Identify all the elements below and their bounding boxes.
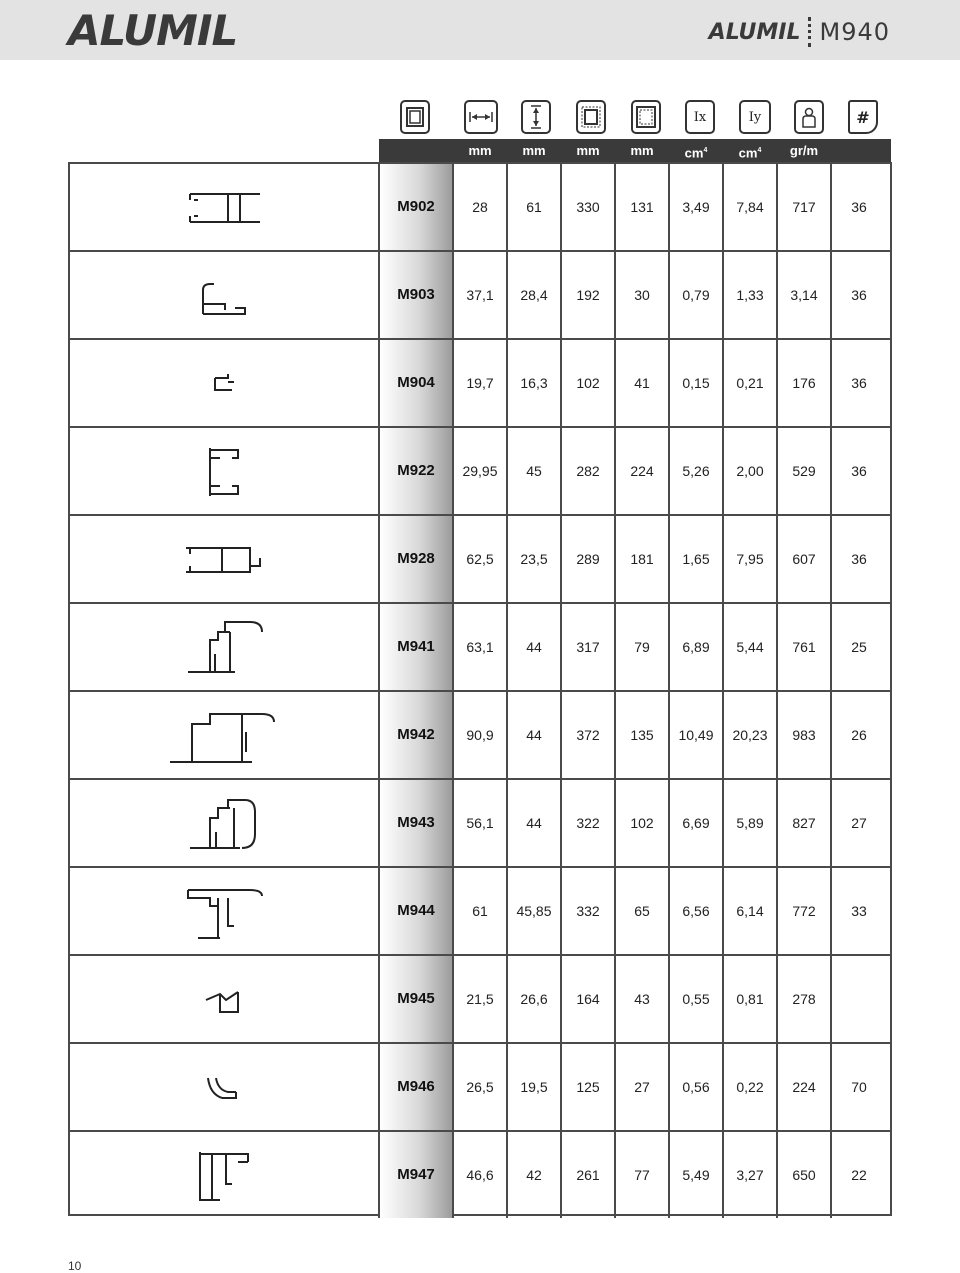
table-cell: 62,5: [454, 516, 508, 602]
table-cell: 26,5: [454, 1044, 508, 1130]
profile-code: M928: [380, 516, 454, 602]
table-cell: 26,6: [508, 956, 562, 1042]
unit-label: mm: [576, 143, 600, 158]
brand-separator: [808, 17, 811, 47]
table-cell: 70: [851, 1079, 867, 1095]
profile-table: [68, 162, 892, 1216]
table-row: [70, 428, 890, 516]
table-cell: 65: [616, 868, 670, 954]
table-cell: 42: [508, 1132, 562, 1218]
profile-drawing: [70, 692, 380, 778]
table-cell: 3,14: [778, 252, 832, 338]
table-cell: 29,95: [454, 428, 508, 514]
hash-icon: [848, 100, 878, 134]
table-cell: 79: [616, 604, 670, 690]
unit-label: mm: [522, 143, 546, 158]
table-cell: 36: [851, 375, 867, 391]
table-cell: 61: [508, 164, 562, 250]
series-name: M940: [819, 18, 890, 46]
table-cell: 102: [562, 340, 616, 426]
table-cell: 36: [851, 287, 867, 303]
table-cell: 5,26: [670, 428, 724, 514]
table-row: [70, 1132, 890, 1216]
table-cell: 46,6: [454, 1132, 508, 1218]
brand-logo-left: ALUMIL: [68, 6, 238, 55]
table-cell: 5,89: [724, 780, 778, 866]
inertia-y-label: Iy: [748, 109, 762, 125]
profile-code: M941: [380, 604, 454, 690]
table-cell: 181: [616, 516, 670, 602]
inertia-y-icon: [739, 100, 771, 134]
table-cell: 176: [778, 340, 832, 426]
weight-icon: [794, 100, 824, 134]
table-cell: 135: [616, 692, 670, 778]
table-cell: 2,00: [724, 428, 778, 514]
table-cell: 0,56: [670, 1044, 724, 1130]
table-cell: 36: [851, 463, 867, 479]
table-cell: 761: [778, 604, 832, 690]
table-cell: 827: [778, 780, 832, 866]
profile-drawing: [70, 956, 380, 1042]
table-cell: 20,23: [724, 692, 778, 778]
unit-label: gr/m: [789, 143, 819, 158]
table-row: [70, 252, 890, 340]
table-cell: 19,5: [508, 1044, 562, 1130]
profile-code: M944: [380, 868, 454, 954]
table-cell: 44: [508, 780, 562, 866]
table-cell: 6,69: [670, 780, 724, 866]
profile-drawing: [70, 868, 380, 954]
table-cell: 772: [778, 868, 832, 954]
inertia-x-icon: [685, 100, 715, 134]
table-cell: 3,27: [724, 1132, 778, 1218]
profile-code: M946: [380, 1044, 454, 1130]
table-cell: 125: [562, 1044, 616, 1130]
profile-code: M945: [380, 956, 454, 1042]
table-cell: 36: [851, 199, 867, 215]
table-cell: 25: [851, 639, 867, 655]
brand-logo-right: [709, 17, 890, 47]
profile-drawing: [70, 340, 380, 426]
table-row: [70, 516, 890, 604]
profile-code: M943: [380, 780, 454, 866]
units-bar: [379, 139, 891, 163]
profile-drawing: [70, 780, 380, 866]
outer-perimeter-icon: [576, 100, 606, 134]
table-cell: 27: [851, 815, 867, 831]
profile-drawing: [70, 604, 380, 690]
table-cell: 61: [454, 868, 508, 954]
table-cell: 41: [616, 340, 670, 426]
table-cell: 332: [562, 868, 616, 954]
table-cell: 0,79: [670, 252, 724, 338]
table-row: [70, 340, 890, 428]
brand-name: ALUMIL: [708, 19, 801, 45]
table-cell: 28,4: [508, 252, 562, 338]
table-row: [70, 780, 890, 868]
inner-perimeter-icon: [631, 100, 661, 134]
table-row: [70, 692, 890, 780]
unit-label: $cm^4$: [738, 145, 762, 161]
table-cell: 289: [562, 516, 616, 602]
height-arrow-icon: [521, 100, 551, 134]
table-cell: 63,1: [454, 604, 508, 690]
profile-code: M904: [380, 340, 454, 426]
table-cell: 372: [562, 692, 616, 778]
profile-code: M922: [380, 428, 454, 514]
profile-code: M942: [380, 692, 454, 778]
table-cell: 44: [508, 692, 562, 778]
table-cell: 23,5: [508, 516, 562, 602]
table-cell: 5,49: [670, 1132, 724, 1218]
unit-label: mm: [630, 143, 654, 158]
table-cell: 6,14: [724, 868, 778, 954]
table-cell: 16,3: [508, 340, 562, 426]
table-cell: 322: [562, 780, 616, 866]
table-cell: 224: [778, 1044, 832, 1130]
table-row: [70, 164, 890, 252]
profile-code: M903: [380, 252, 454, 338]
profile-drawing: [70, 428, 380, 514]
table-cell: 6,89: [670, 604, 724, 690]
table-cell: 164: [562, 956, 616, 1042]
table-row: [70, 604, 890, 692]
table-cell: 261: [562, 1132, 616, 1218]
unit-label: $cm^4$: [684, 145, 708, 161]
table-cell: 529: [778, 428, 832, 514]
table-cell: 43: [616, 956, 670, 1042]
profile-code: M902: [380, 164, 454, 250]
table-row: [70, 956, 890, 1044]
table-cell: 983: [778, 692, 832, 778]
table-cell: 21,5: [454, 956, 508, 1042]
hash-label: #: [856, 107, 870, 127]
width-arrow-icon: [464, 100, 498, 134]
table-cell: 56,1: [454, 780, 508, 866]
frame-square-icon: [400, 100, 430, 134]
table-cell: 717: [778, 164, 832, 250]
table-cell: 22: [851, 1167, 867, 1183]
table-cell: 278: [778, 956, 832, 1042]
table-cell: 77: [616, 1132, 670, 1218]
profile-drawing: [70, 252, 380, 338]
table-cell: 45,85: [508, 868, 562, 954]
table-cell: 1,33: [724, 252, 778, 338]
table-cell: 192: [562, 252, 616, 338]
table-cell: 3,49: [670, 164, 724, 250]
table-cell: 28: [454, 164, 508, 250]
table-cell: 7,84: [724, 164, 778, 250]
table-cell: 37,1: [454, 252, 508, 338]
table-cell: 19,7: [454, 340, 508, 426]
table-cell: 36: [851, 551, 867, 567]
table-cell: 45: [508, 428, 562, 514]
table-cell: 30: [616, 252, 670, 338]
table-cell: 0,15: [670, 340, 724, 426]
table-cell: [832, 956, 886, 1042]
inertia-x-label: Ix: [693, 109, 707, 125]
table-cell: 317: [562, 604, 616, 690]
table-cell: 5,44: [724, 604, 778, 690]
table-cell: 27: [616, 1044, 670, 1130]
table-cell: 6,56: [670, 868, 724, 954]
table-row: [70, 868, 890, 956]
table-cell: 330: [562, 164, 616, 250]
profile-code: M947: [380, 1132, 454, 1218]
table-cell: 90,9: [454, 692, 508, 778]
table-cell: 7,95: [724, 516, 778, 602]
table-cell: 33: [851, 903, 867, 919]
table-cell: 0,55: [670, 956, 724, 1042]
unit-label: mm: [468, 143, 492, 158]
table-cell: 26: [851, 727, 867, 743]
table-cell: 0,81: [724, 956, 778, 1042]
table-cell: 650: [778, 1132, 832, 1218]
profile-drawing: [70, 1132, 380, 1218]
table-cell: 10,49: [670, 692, 724, 778]
profile-drawing: [70, 516, 380, 602]
table-cell: 131: [616, 164, 670, 250]
table-cell: 44: [508, 604, 562, 690]
table-cell: 0,21: [724, 340, 778, 426]
table-cell: 607: [778, 516, 832, 602]
header-bar: [0, 0, 960, 60]
table-cell: 0,22: [724, 1044, 778, 1130]
table-cell: 282: [562, 428, 616, 514]
profile-drawing: [70, 1044, 380, 1130]
table-row: [70, 1044, 890, 1132]
column-icon-row: [0, 100, 960, 136]
table-cell: 1,65: [670, 516, 724, 602]
page-number: 10: [68, 1259, 82, 1273]
profile-drawing: [70, 164, 380, 250]
table-cell: 224: [616, 428, 670, 514]
table-cell: 102: [616, 780, 670, 866]
